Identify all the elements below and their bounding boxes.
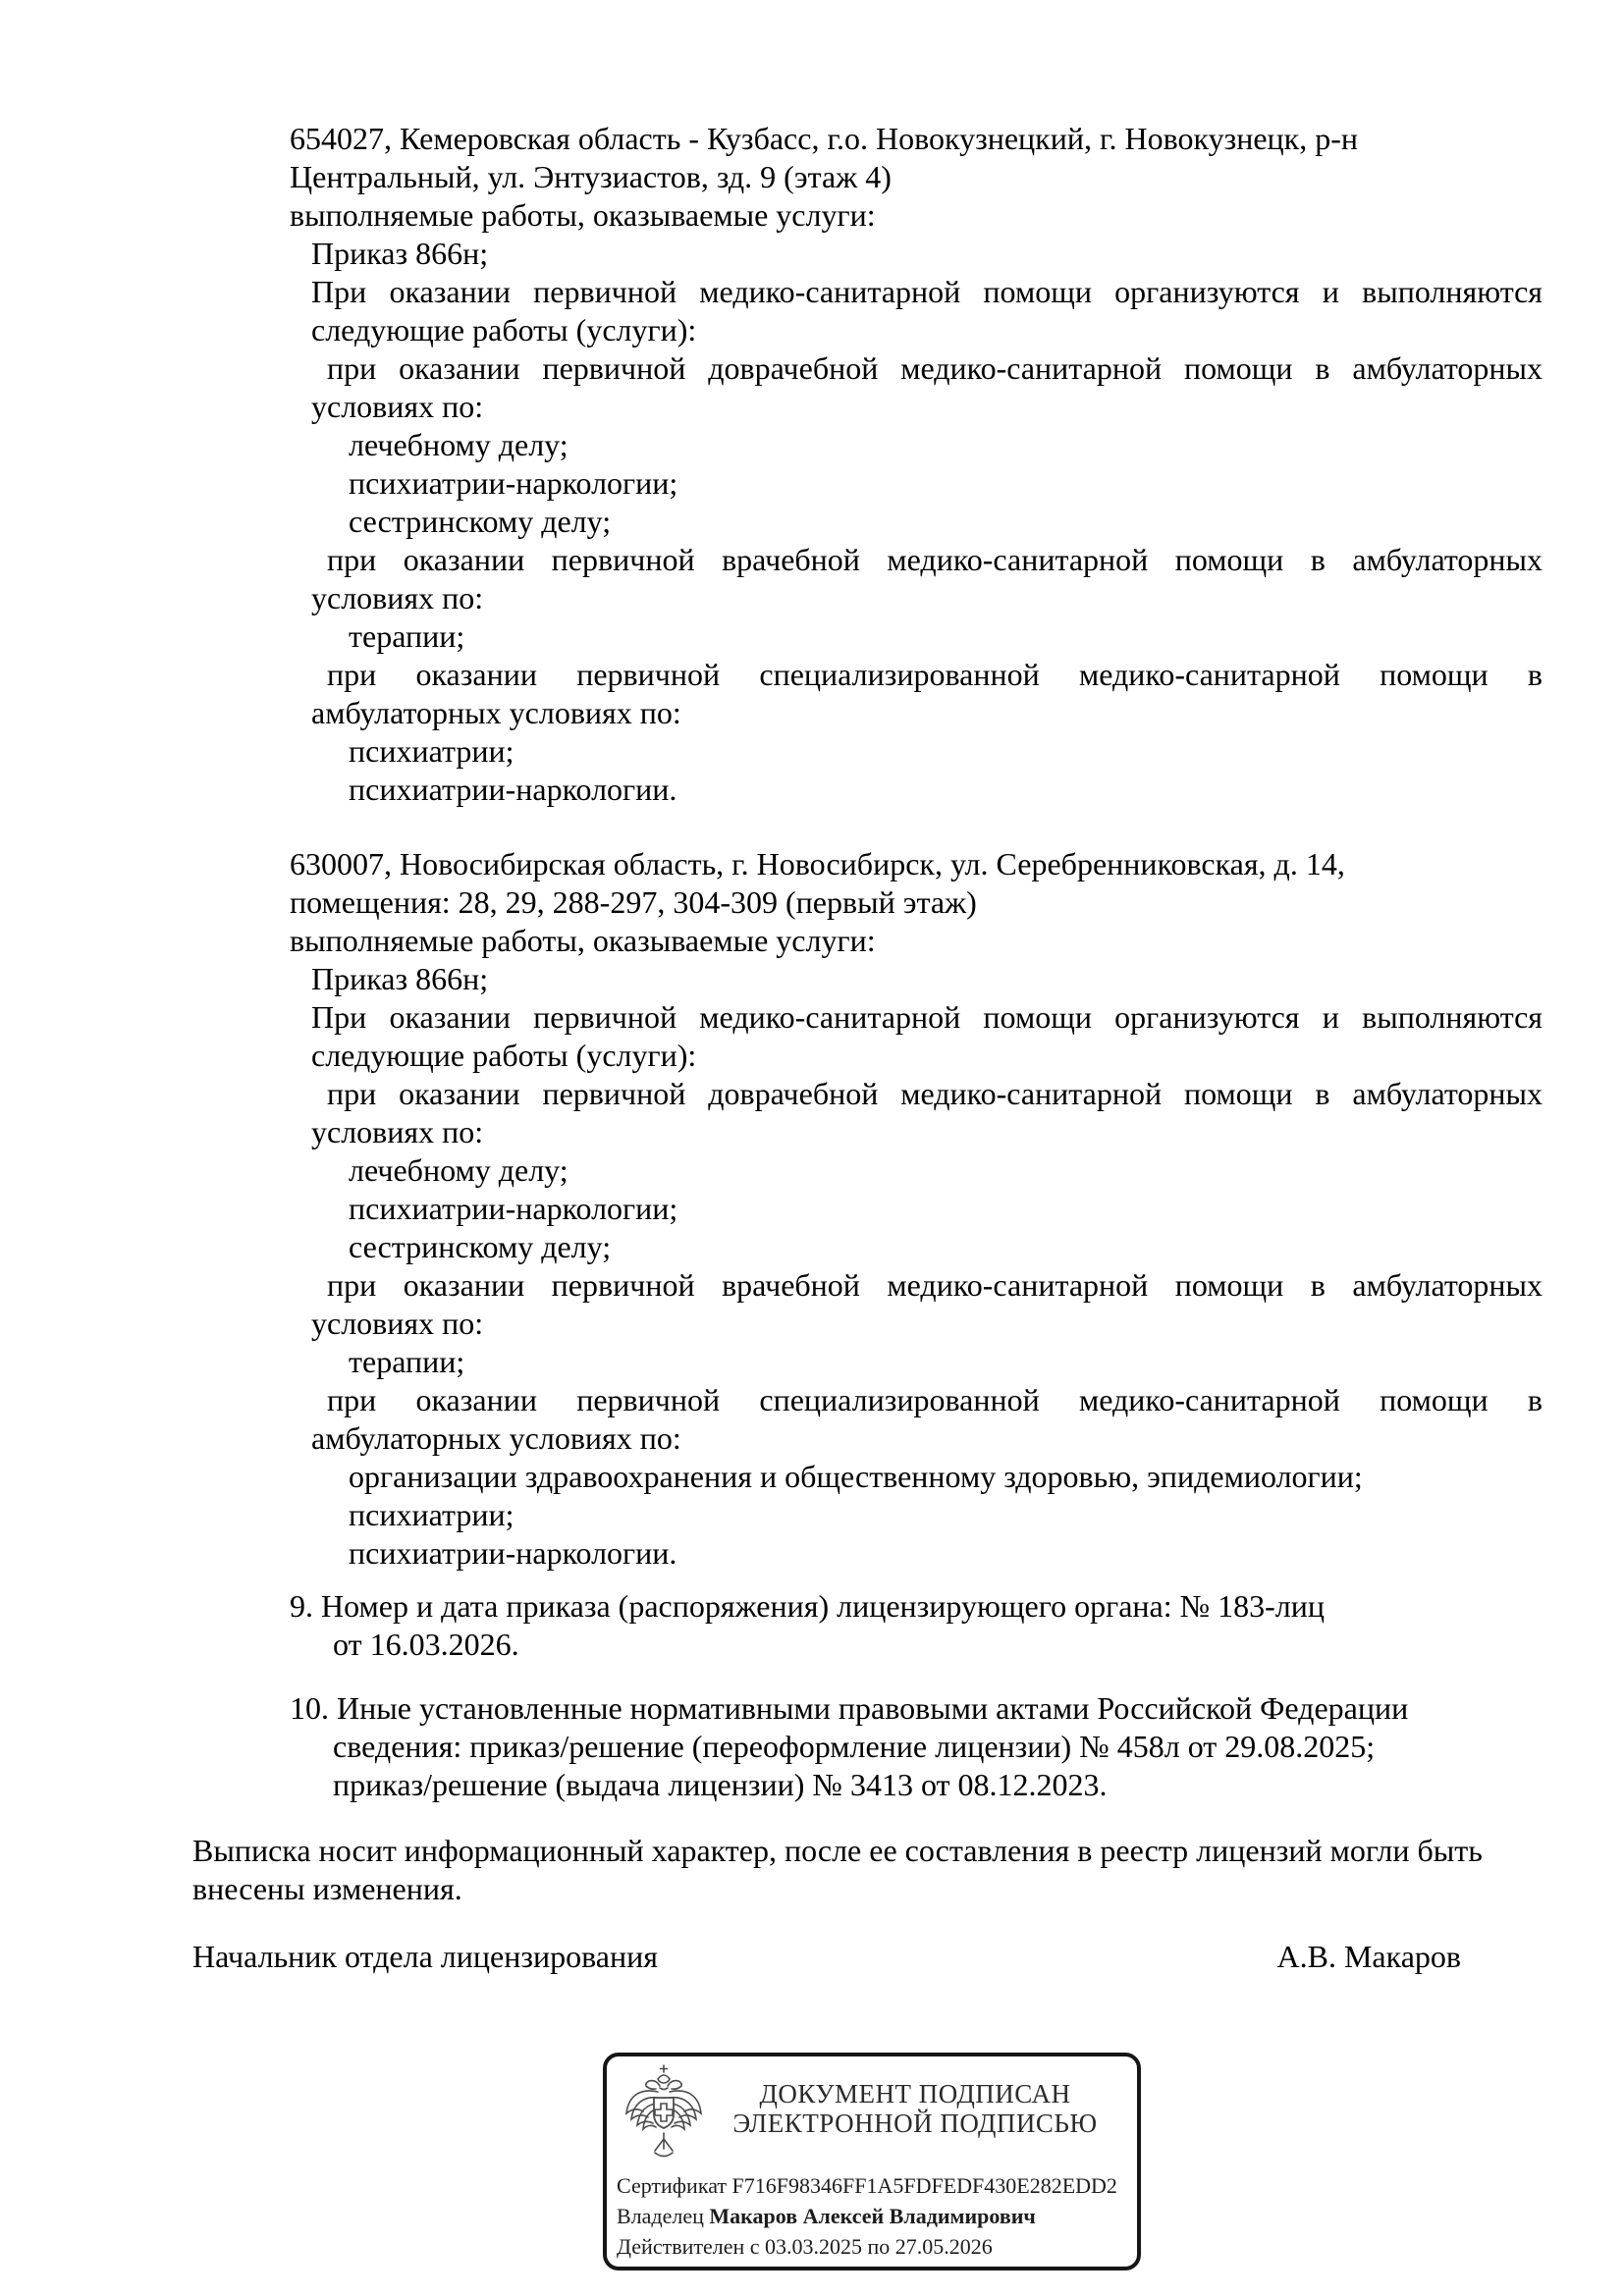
primary-care-intro-line-2: следующие работы (услуги): xyxy=(311,312,697,347)
primary-care-intro-line-1: При оказании первичной медико-санитарной помощи организуются и выполняются xyxy=(311,999,1543,1035)
service-item: психиатрии; xyxy=(349,733,514,769)
service-item: лечебному делу; xyxy=(349,427,568,462)
service-item: сестринскому делу; xyxy=(349,1229,612,1264)
license-site-block-kemerovo xyxy=(290,120,1543,809)
service-item: психиатрии-наркологии; xyxy=(349,465,678,501)
electronic-signature-stamp xyxy=(603,2053,1141,2270)
roszdravnadzor-eagle-icon xyxy=(623,2062,705,2161)
signature-row xyxy=(192,1938,1543,1976)
stamp-title-line-1: ДОКУМЕНТ ПОДПИСАН xyxy=(759,2079,1071,2109)
service-item: организации здравоохранения и общественному здоровью, эпидемиологии; xyxy=(349,1459,1363,1494)
owner-label: Владелец xyxy=(617,2204,704,2228)
works-services-header: выполняемые работы, оказываемые услуги: xyxy=(290,197,876,233)
specialized-care-line-2: амбулаторных условиях по: xyxy=(311,695,681,730)
site-address-line-2: помещения: 28, 29, 288-297, 304-309 (первый этаж) xyxy=(290,884,977,920)
item-9-line-1: 9. Номер и дата приказа (распоряжения) лицензирующего органа: № 183-лиц xyxy=(290,1588,1326,1624)
informational-note xyxy=(192,1832,1543,1908)
physician-care-line-2: условиях по: xyxy=(311,580,484,615)
item-9-order-number xyxy=(290,1587,1543,1664)
primary-care-intro-line-2: следующие работы (услуги): xyxy=(311,1038,697,1073)
owner-line xyxy=(617,2201,1125,2231)
license-site-block-novosibirsk xyxy=(290,845,1543,1573)
service-item: терапии; xyxy=(349,618,465,654)
certificate-label: Сертификат xyxy=(617,2173,727,2198)
physician-care-line-1: при оказании первичной врачебной медико-санитарной помощи в амбулаторных xyxy=(327,542,1543,577)
stamp-title xyxy=(705,2062,1125,2161)
service-item: психиатрии-наркологии; xyxy=(349,1191,678,1226)
service-item: психиатрии; xyxy=(349,1497,514,1532)
stamp-details xyxy=(607,2170,1137,2262)
prehospital-care-line-1: при оказании первичной доврачебной медико-санитарной помощи в амбулаторных xyxy=(327,1076,1543,1111)
specialized-care-line-1: при оказании первичной специализированной медико-санитарной помощи в xyxy=(327,657,1543,692)
site-address-line-2: Центральный, ул. Энтузиастов, зд. 9 (этаж 4) xyxy=(290,159,892,194)
validity-line: Действителен с 03.03.2025 по 27.05.2026 xyxy=(617,2234,993,2259)
order-reference: Приказ 866н; xyxy=(311,236,489,271)
signer-position: Начальник отдела лицензирования xyxy=(192,1939,658,1974)
service-item: сестринскому делу; xyxy=(349,504,612,539)
owner-name: Макаров Алексей Владимирович xyxy=(709,2204,1036,2228)
note-line-1: Выписка носит информационный характер, после ее составления в реестр лицензий могли быть xyxy=(192,1833,1483,1868)
primary-care-intro-line-1: При оказании первичной медико-санитарной помощи организуются и выполняются xyxy=(311,274,1543,309)
service-item: психиатрии-наркологии. xyxy=(349,772,677,807)
stamp-header xyxy=(607,2056,1137,2161)
signer-name: А.В. Макаров xyxy=(1276,1939,1461,1974)
item-10-line-1: 10. Иные установленные нормативными правовыми актами Российской Федерации xyxy=(290,1690,1409,1726)
site-address-line-1: 630007, Новосибирская область, г. Новосибирск, ул. Серебренниковская, д. 14, xyxy=(290,846,1345,881)
certificate-value: F716F98346FF1A5FDFEDF430E282EDD2 xyxy=(731,2173,1117,2198)
service-item: психиатрии-наркологии. xyxy=(349,1535,677,1571)
item-9-line-2: от 16.03.2026. xyxy=(333,1627,519,1662)
item-10-line-2: сведения: приказ/решение (переоформление лицензии) № 458л от 29.08.2025; xyxy=(333,1729,1376,1764)
item-10-other-information xyxy=(290,1689,1543,1804)
stamp-title-line-2: ЭЛЕКТРОННОЙ ПОДПИСЬЮ xyxy=(732,2109,1098,2138)
note-line-2: внесены изменения. xyxy=(192,1871,462,1906)
works-services-header: выполняемые работы, оказываемые услуги: xyxy=(290,923,876,958)
service-item: лечебному делу; xyxy=(349,1152,568,1188)
specialized-care-line-1: при оказании первичной специализированной медико-санитарной помощи в xyxy=(327,1382,1543,1417)
prehospital-care-line-2: условиях по: xyxy=(311,389,484,424)
order-reference: Приказ 866н; xyxy=(311,961,489,996)
prehospital-care-line-2: условиях по: xyxy=(311,1114,484,1149)
certificate-line xyxy=(617,2170,1125,2201)
site-address-line-1: 654027, Кемеровская область - Кузбасс, г.о. Новокузнецкий, г. Новокузнецк, р-н xyxy=(290,121,1358,156)
service-item: терапии; xyxy=(349,1344,465,1379)
physician-care-line-1: при оказании первичной врачебной медико-санитарной помощи в амбулаторных xyxy=(327,1267,1543,1303)
prehospital-care-line-1: при оказании первичной доврачебной медико-санитарной помощи в амбулаторных xyxy=(327,350,1543,386)
specialized-care-line-2: амбулаторных условиях по: xyxy=(311,1420,681,1456)
physician-care-line-2: условиях по: xyxy=(311,1306,484,1341)
item-10-line-3: приказ/решение (выдача лицензии) № 3413 от 08.12.2023. xyxy=(333,1767,1108,1802)
